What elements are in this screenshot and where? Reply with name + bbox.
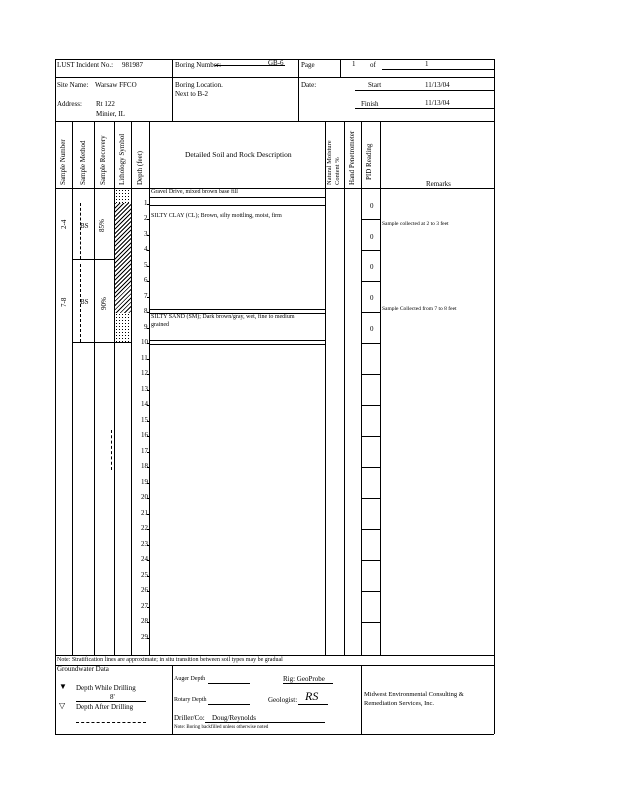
stratification-note: Note: Stratification lines are approximate; in situ transition between soil types may be gradual <box>57 657 283 663</box>
pid-row-line <box>361 374 380 375</box>
sample-method-1: BS <box>80 222 89 230</box>
depth-tick <box>147 467 150 468</box>
depth-tick <box>147 281 150 282</box>
sample-number-1: 2-4 <box>60 219 68 229</box>
depth-tick-label: 8 <box>144 307 148 315</box>
incident-label: LUST Incident No.: <box>57 61 114 69</box>
backfill-note: Note: Boring backfilled unless otherwise noted <box>174 725 269 730</box>
depth-tick-label: 19 <box>141 477 148 486</box>
depth-tick-label: 29 <box>141 632 148 641</box>
pid-value-2: 0 <box>370 233 374 241</box>
depth-tick-label: 2 <box>144 214 148 222</box>
lithology-clay-symbol <box>115 203 131 313</box>
sample-recovery-1: 85% <box>98 219 106 232</box>
depth-tick <box>147 483 150 484</box>
water-after-drilling-icon: ▽ <box>59 701 66 710</box>
rig-label: Rig: GeoProbe <box>283 675 325 683</box>
depth-tick-label: 14 <box>141 400 148 408</box>
sample-recovery-2: 90% <box>100 297 108 310</box>
pid-row-line <box>361 467 380 468</box>
pid-row-line <box>361 343 380 344</box>
depth-tick-label: 5 <box>144 260 148 269</box>
water-while-drilling-icon: ▼ <box>59 682 67 691</box>
auger-depth-label: Auger Depth <box>174 676 206 682</box>
start-value: 11/13/04 <box>425 81 450 89</box>
depth-tick <box>147 343 150 344</box>
pid-row-line <box>361 250 380 251</box>
address-line2: Minier, IL <box>96 110 125 118</box>
lithology-sand-symbol <box>115 313 131 342</box>
depth-tick-label: 24 <box>141 555 148 563</box>
depth-tick <box>147 374 150 375</box>
depth-tick <box>147 328 150 329</box>
site-name-value: Warsaw FFCO <box>95 81 137 89</box>
depth-tick <box>147 219 150 220</box>
boring-number-value: GB-6 <box>268 59 284 67</box>
depth-tick <box>147 514 150 515</box>
depth-tick-label: 23 <box>141 539 148 548</box>
pid-row-line <box>361 529 380 530</box>
depth-tick-label: 4 <box>144 245 148 253</box>
boring-location-value: Next to B-2 <box>175 90 209 98</box>
depth-tick-label: 9 <box>144 322 148 331</box>
depth-tick-label: 15 <box>141 415 148 424</box>
col-remarks: Remarks <box>426 180 451 188</box>
pid-row-line <box>361 281 380 282</box>
start-label: Start <box>368 81 382 89</box>
incident-value: 981987 <box>122 61 143 69</box>
depth-tick <box>147 297 150 298</box>
depth-tick <box>147 250 150 251</box>
depth-tick <box>147 390 150 391</box>
pid-value-5: 0 <box>370 325 374 333</box>
col-sample-number: Sample Number <box>59 139 67 185</box>
rotary-depth-label: Rotary Depth <box>174 697 207 703</box>
depth-tick-label: 3 <box>144 229 148 238</box>
depth-tick <box>147 545 150 546</box>
depth-tick-label: 6 <box>144 276 148 284</box>
depth-tick-label: 11 <box>141 353 148 362</box>
page-label: Page <box>301 61 315 69</box>
pid-row-line <box>361 560 380 561</box>
pid-value-1: 0 <box>370 202 374 210</box>
company-line1: Midwest Environmental Consulting & <box>364 691 464 698</box>
depth-tick <box>147 452 150 453</box>
pid-value-4: 0 <box>370 294 374 302</box>
depth-tick-label: 22 <box>141 524 148 532</box>
depth-tick-label: 1 <box>144 198 148 207</box>
desc-gravel: Gravel Drive, mixed brown base fill <box>151 189 238 195</box>
pid-row-line <box>361 219 380 220</box>
col-lithology-symbol: Lithology Symbol <box>118 133 126 185</box>
lithology-gravel-symbol <box>115 189 131 203</box>
driller-label: Driller/Co: <box>174 714 205 722</box>
geologist-label: Geologist: <box>268 696 298 704</box>
depth-tick <box>147 622 150 623</box>
depth-tick <box>147 266 150 267</box>
depth-tick-label: 7 <box>144 291 148 300</box>
sample-number-2: 7-8 <box>60 297 68 307</box>
pid-row-line <box>361 591 380 592</box>
page-value: 1 <box>352 60 356 68</box>
col-hand-penetrometer: Hand Penetrometer <box>348 130 356 185</box>
depth-tick-label: 16 <box>141 431 148 439</box>
depth-tick <box>147 576 150 577</box>
pid-row-line <box>361 498 380 499</box>
site-name-label: Site Name: <box>57 81 89 89</box>
desc-silty-sand-line1: SILTY SAND (SM); Dark brown/gray, wet, fine to medium <box>151 314 295 320</box>
address-line1: Rt 122 <box>96 100 115 108</box>
depth-tick-label: 26 <box>141 586 148 594</box>
depth-tick <box>147 638 150 639</box>
depth-tick <box>147 591 150 592</box>
depth-tick-label: 17 <box>141 446 148 455</box>
col-sample-method: Sample Method <box>79 140 87 185</box>
of-value: 1 <box>425 60 429 68</box>
desc-silty-sand-line2: grained <box>151 322 169 328</box>
geologist-signature: RS <box>305 689 319 703</box>
driller-value: Doug/Reynolds <box>212 714 256 722</box>
pid-row-line <box>361 405 380 406</box>
depth-tick-label: 21 <box>141 508 148 517</box>
depth-tick <box>147 607 150 608</box>
pid-row-line <box>361 622 380 623</box>
desc-silty-clay: SILTY CLAY (CL); Brown, silty mottling, moist, firm <box>151 213 282 219</box>
depth-tick <box>147 204 150 205</box>
pid-row-line <box>361 312 380 313</box>
depth-tick <box>147 359 150 360</box>
col-pid-reading: PID Reading <box>365 143 373 180</box>
sample-method-2: BS <box>80 298 89 306</box>
depth-tick-label: 20 <box>141 493 148 501</box>
address-label: Address: <box>57 100 82 108</box>
col-sample-recovery: Sample Recovery <box>99 135 107 185</box>
depth-after-label: Depth After Drilling <box>76 703 134 711</box>
finish-label: Finish <box>361 100 379 108</box>
depth-tick-label: 27 <box>141 601 148 610</box>
depth-tick-label: 25 <box>141 570 148 579</box>
date-label: Date: <box>301 81 317 89</box>
finish-value: 11/13/04 <box>425 99 450 107</box>
depth-tick <box>147 498 150 499</box>
depth-tick <box>147 235 150 236</box>
col-natural-moisture: Natural Moisture Content % <box>326 140 341 185</box>
company-line2: Remediation Services, Inc. <box>364 700 435 707</box>
depth-tick <box>147 560 150 561</box>
groundwater-label: Groundwater Data <box>57 665 109 673</box>
pid-row-line <box>361 436 380 437</box>
col-description: Detailed Soil and Rock Description <box>185 150 292 159</box>
col-depth: Depth (feet) <box>136 150 144 185</box>
boring-number-label: Boring Number: <box>175 61 222 69</box>
depth-tick-label: 12 <box>141 369 148 377</box>
depth-tick <box>147 312 150 313</box>
depth-tick-label: 18 <box>141 462 148 470</box>
depth-while-value: 8' <box>110 693 115 701</box>
depth-tick <box>147 421 150 422</box>
pid-value-3: 0 <box>370 263 374 271</box>
depth-while-label: Depth While Drilling <box>76 684 136 692</box>
depth-tick-label: 28 <box>141 617 148 625</box>
remark-1: Sample collected at 2 to 3 feet <box>382 221 449 227</box>
depth-tick <box>147 529 150 530</box>
depth-tick-label: 13 <box>141 384 148 393</box>
depth-tick <box>147 405 150 406</box>
depth-tick-label: 10 <box>141 338 148 346</box>
remark-2: Sample Collected from 7 to 8 feet <box>382 306 457 312</box>
depth-tick <box>147 436 150 437</box>
of-label: of <box>370 61 376 69</box>
boring-location-label: Boring Location. <box>175 81 223 89</box>
